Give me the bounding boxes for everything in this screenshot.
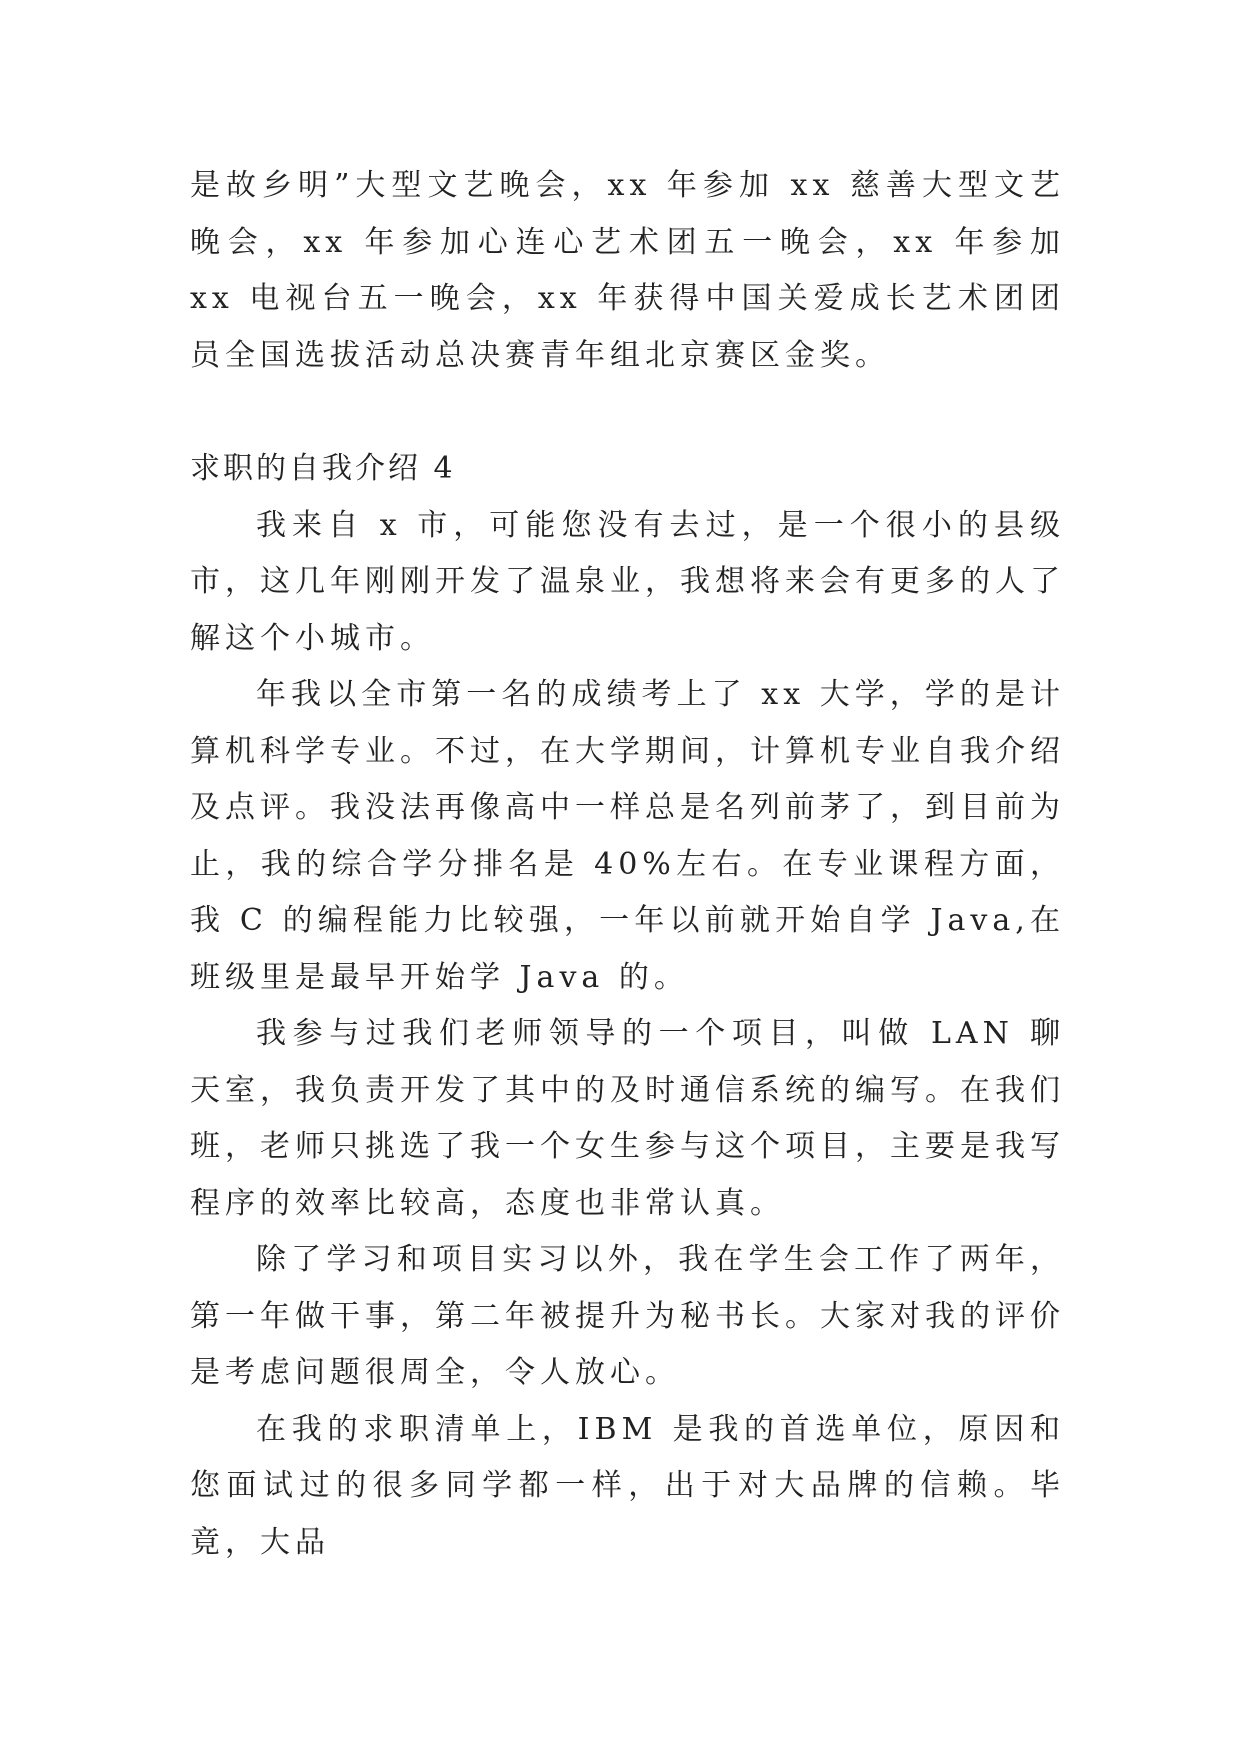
paragraph-hometown: 我来自 x 市，可能您没有去过，是一个很小的县级市，这几年刚刚开发了温泉业，我想将来会有更多的人了解这个小城市。 (190, 507, 1065, 656)
paragraph-job-choice: 在我的求职清单上，IBM 是我的首选单位，原因和您面试过的很多同学都一样，出于对大品牌的信赖。毕竟，大品 (190, 1411, 1065, 1560)
intro-paragraph: 是故乡明”大型文艺晚会，xx 年参加 xx 慈善大型文艺晚会，xx 年参加心连心艺术团五一晚会，xx 年参加 xx 电视台五一晚会，xx 年获得中国关爱成长艺术团团员全国选拔活动总决赛青年组北京赛区金奖。 (190, 168, 1065, 373)
paragraph-student-union: 除了学习和项目实习以外，我在学生会工作了两年，第一年做干事，第二年被提升为秘书长。大家对我的评价是考虑问题很周全，令人放心。 (190, 1242, 1065, 1390)
paragraph-project: 我参与过我们老师领导的一个项目，叫做 LAN 聊天室，我负责开发了其中的及时通信系统的编写。在我们班，老师只挑选了我一个女生参与这个项目，主要是我写程序的效率比较高，态度也非常认真。 (190, 1016, 1065, 1221)
section-title: 求职的自我介绍 4 (190, 451, 456, 486)
document-body (190, 158, 1065, 1571)
paragraph-education: 年我以全市第一名的成绩考上了 xx 大学，学的是计算机科学专业。不过，在大学期间，计算机专业自我介绍及点评。我没法再像高中一样总是名列前茅了，到目前为止，我的综合学分排名是 40%左右。在专业课程方面，我 C 的编程能力比较强，一年以前就开始自学 Java,在班级里是最早开始学 Java 的。 (190, 677, 1065, 995)
